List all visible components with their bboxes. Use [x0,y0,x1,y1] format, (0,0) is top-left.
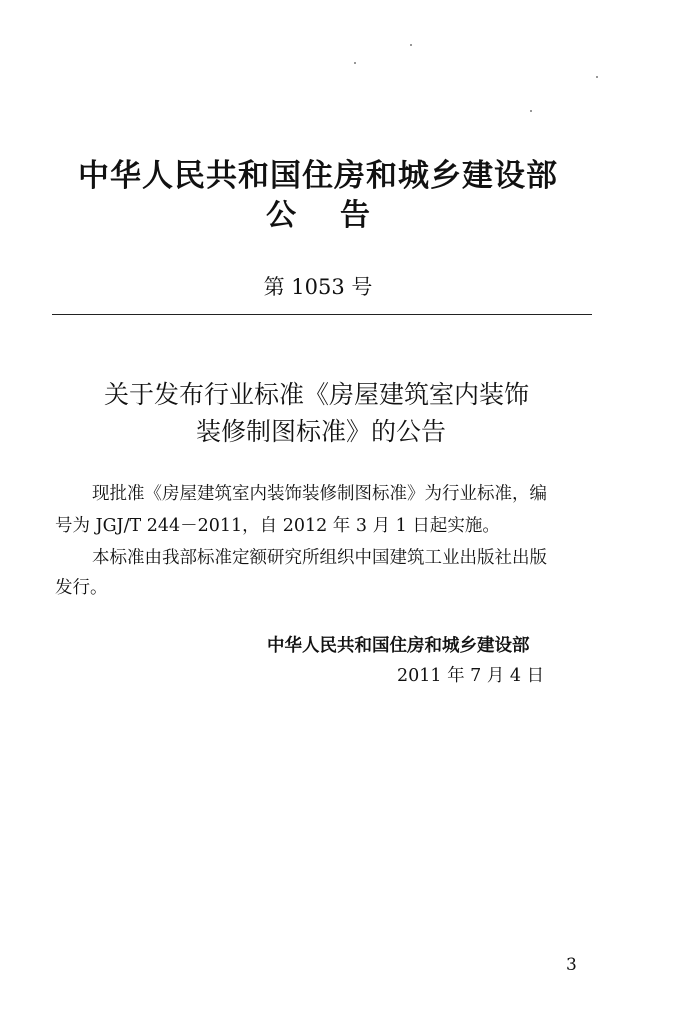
body-paragraph-1-line-2: 号为 JGJ/T 244－2011，自 2012 年 3 月 1 日起实施。 [55,516,500,536]
signature-issuer: 中华人民共和国住房和城乡建设部 [267,636,530,656]
issuer-title: 中华人民共和国住房和城乡建设部 [78,158,558,194]
divider-rule [52,314,592,315]
notice-label: 公告 [266,198,414,233]
scan-speck [410,44,412,46]
page-number: 3 [566,955,577,975]
scan-speck [530,110,532,112]
body-paragraph-2-line-2: 发行。 [55,578,108,598]
notice-heading-line-1: 关于发布行业标准《房屋建筑室内装饰 [104,380,530,409]
scan-speck [596,76,598,78]
notice-heading-line-2: 装修制图标准》的公告 [196,417,447,446]
scan-speck [354,62,356,64]
document-number: 第 1053 号 [263,275,373,299]
body-paragraph-1-line-1: 现批准《房屋建筑室内装饰装修制图标准》为行业标准，编 [92,484,547,504]
body-paragraph-2-line-1: 本标准由我部标准定额研究所组织中国建筑工业出版社出版 [92,548,547,568]
signature-date: 2011 年 7 月 4 日 [397,666,545,686]
